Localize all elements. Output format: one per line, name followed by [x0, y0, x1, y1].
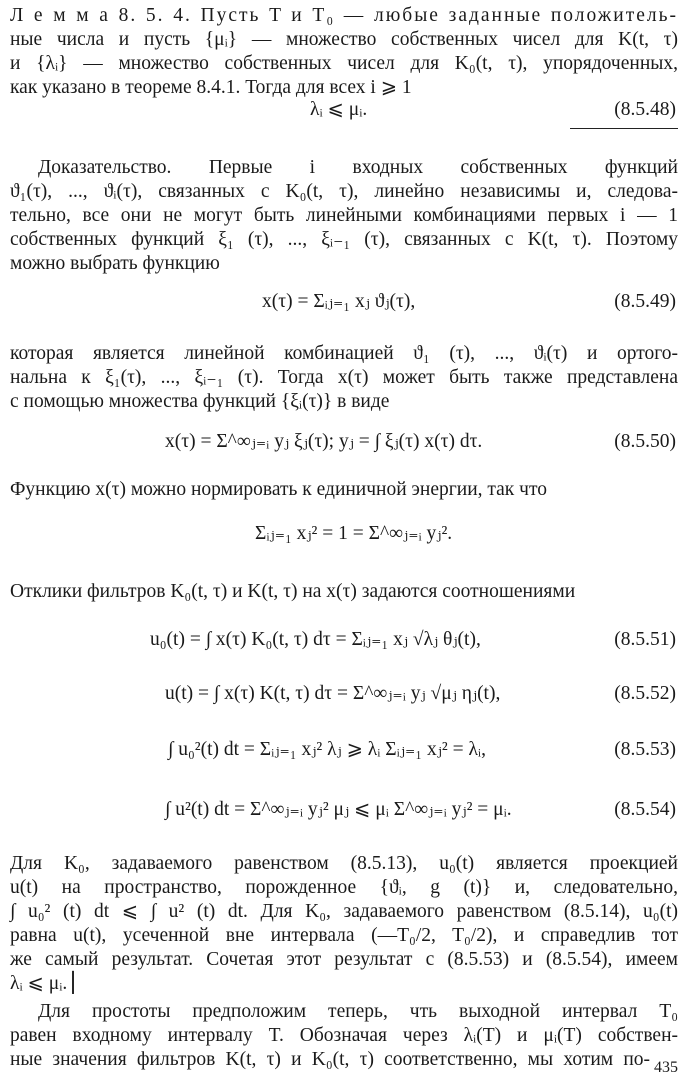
proof-line-5: можно выбрать функцию — [10, 253, 220, 274]
para2-line-3: ∫ u₀² (t) dt ⩽ ∫ u² (t) dt. Для K₀, задаваемого равенством (8.5.14), u₀(t) — [10, 901, 678, 922]
proof-line-9: Функцию x(τ) можно нормировать к единичной энергии, так что — [10, 479, 547, 500]
proof-line-10: Отклики фильтров K₀(t, τ) и K(t, τ) на x(τ) задаются соотношениями — [10, 581, 576, 602]
proof-line-7: нальна к ξ₁(τ), ..., ξᵢ₋₁ (τ). Тогда x(τ) может быть также представлена — [10, 367, 678, 388]
proof-line-8: с помощью множества функций {ξᵢ(τ)} в виде — [10, 391, 390, 412]
lemma-line-3: и {λᵢ} — множество собственных чисел для K₀(t, τ), упорядоченных, — [10, 53, 678, 74]
normalization-equation: Σᵢⱼ₌₁ xⱼ² = 1 = Σ^∞ⱼ₌ᵢ yⱼ². — [255, 523, 453, 544]
para2-line-1: Для K₀, задаваемого равенством (8.5.13), u₀(t) является проекцией — [10, 853, 678, 874]
equation-number: (8.5.51) — [614, 629, 676, 650]
equation-number: (8.5.50) — [614, 431, 676, 452]
equation-number: (8.5.53) — [614, 739, 676, 760]
end-of-lemma-rule — [570, 128, 678, 129]
para3-line-2: равен входному интервалу T. Обозначая через λᵢ(T) и μᵢ(T) собствен- — [10, 1025, 678, 1046]
equation-number: (8.5.48) — [614, 99, 676, 120]
equation-8-5-49: x(τ) = Σᵢⱼ₌₁ xⱼ ϑⱼ(τ), — [262, 291, 416, 312]
equation-8-5-53: ∫ u₀²(t) dt = Σᵢⱼ₌₁ xⱼ² λⱼ ⩾ λᵢ Σᵢⱼ₌₁ xⱼ² = λᵢ, — [168, 739, 486, 760]
equation-number: (8.5.54) — [614, 799, 676, 820]
proof-line-4: собственных функций ξ₁ (τ), ..., ξᵢ₋₁ (τ), связанных с K(t, τ). Поэтому — [10, 229, 678, 250]
equation-8-5-51: u₀(t) = ∫ x(τ) K₀(t, τ) dτ = Σᵢⱼ₌₁ xⱼ √λⱼ θⱼ(t), — [150, 629, 481, 650]
equation-8-5-52: u(t) = ∫ x(τ) K(t, τ) dτ = Σ^∞ⱼ₌ᵢ yⱼ √μⱼ ηⱼ(t), — [165, 683, 501, 704]
para2-line-4: равна u(t), усеченной вне интервала (—T₀/2, T₀/2), и справедлив тот — [10, 925, 678, 946]
para3-line-1: Для простоты предположим теперь, чть выходной интервал T₀ — [38, 1001, 678, 1022]
page-number: 435 — [654, 1059, 678, 1076]
para2-line-6: λᵢ ⩽ μᵢ. ▏ — [10, 973, 88, 994]
equation-8-5-50: x(τ) = Σ^∞ⱼ₌ᵢ yⱼ ξⱼ(τ); yⱼ = ∫ ξⱼ(τ) x(τ) dτ. — [165, 431, 483, 452]
para3-line-3: ные значения фильтров K(t, τ) и K₀(t, τ) соответственно, мы хотим по- — [10, 1049, 650, 1070]
equation-number: (8.5.49) — [614, 291, 676, 312]
para2-line-5: же самый результат. Сочетая этот результат с (8.5.53) и (8.5.54), имеем — [10, 949, 678, 970]
equation-8-5-54: ∫ u²(t) dt = Σ^∞ⱼ₌ᵢ yⱼ² μⱼ ⩽ μᵢ Σ^∞ⱼ₌ᵢ yⱼ² = μᵢ. — [165, 799, 512, 820]
lemma-line-4: как указано в теореме 8.4.1. Тогда для всех i ⩾ 1 — [10, 77, 412, 98]
para2-line-2: u(t) на пространство, порожденное {ϑᵢ, g (t)} и, следовательно, — [10, 877, 678, 898]
lemma-line-1: Л е м м а 8. 5. 4. Пусть T и T₀ — любые заданные положитель- — [10, 5, 678, 26]
equation-8-5-48: λᵢ ⩽ μᵢ. — [310, 99, 368, 120]
lemma-line-2: ные числа и пусть {μᵢ} — множество собственных чисел для K(t, τ) — [10, 29, 678, 50]
proof-line-2: ϑ₁(τ), ..., ϑᵢ(τ), связанных с K₀(t, τ), линейно независимы и, следова- — [10, 181, 678, 202]
proof-line-6: которая является линейной комбинацией ϑ₁ (τ), ..., ϑᵢ(τ) и ортого- — [10, 343, 678, 364]
proof-line-3: тельно, все они не могут быть линейными комбинациями первых i — 1 — [10, 205, 678, 226]
equation-number: (8.5.52) — [614, 683, 676, 704]
proof-line-1: Доказательство. Первые i входных собственных функций — [38, 157, 678, 178]
